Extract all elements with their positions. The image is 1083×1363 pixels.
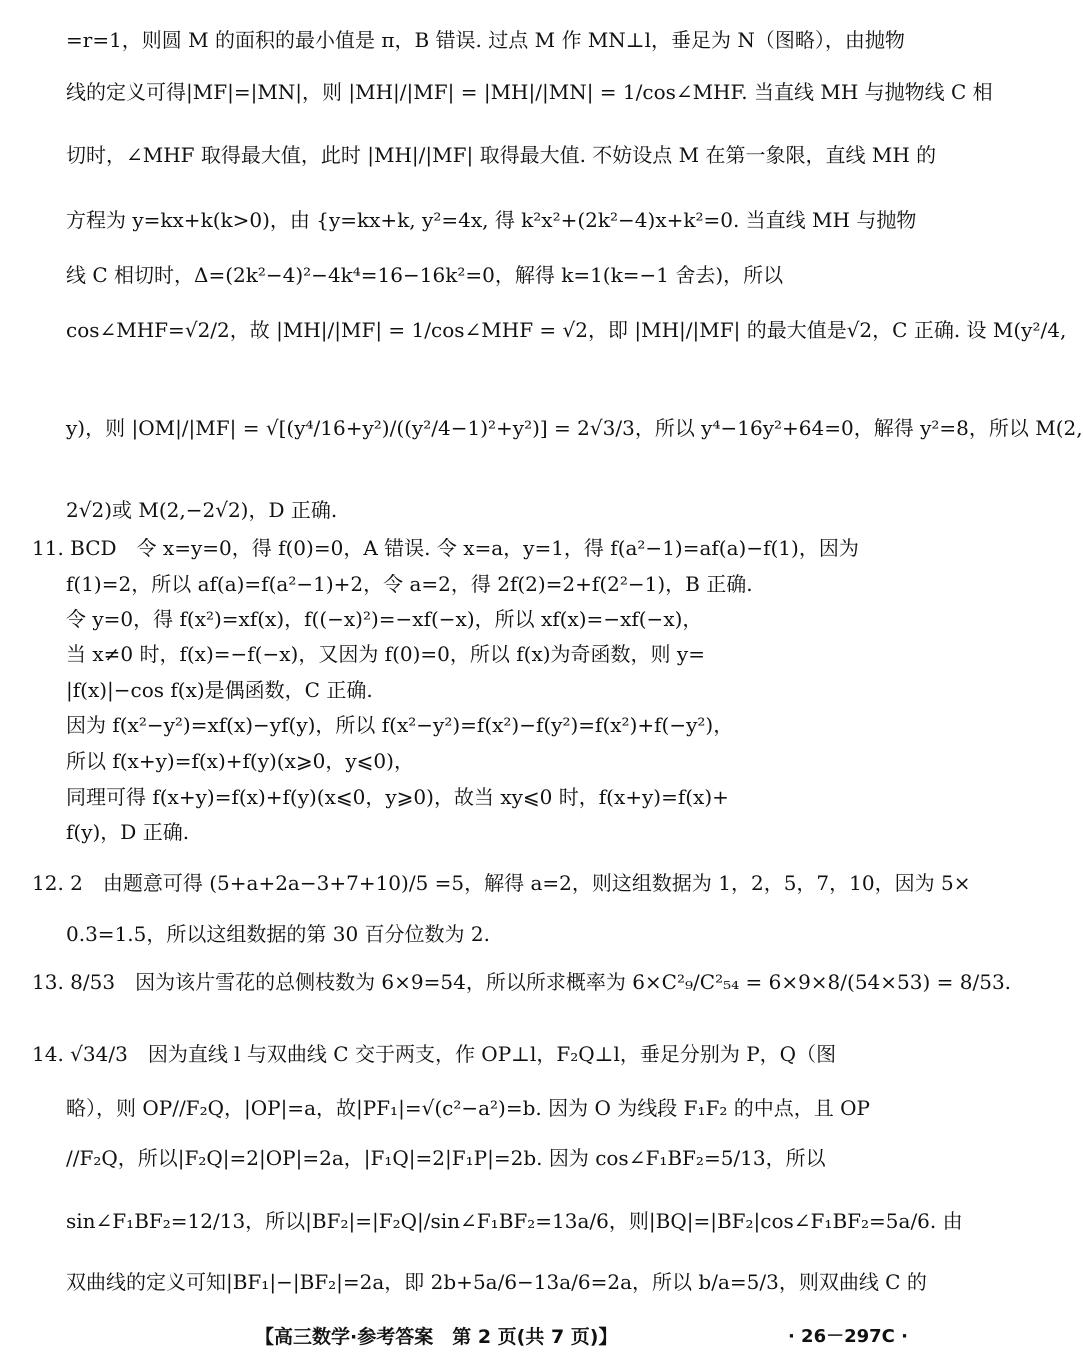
text-line: =r=1，则圆 M 的面积的最小值是 π，B 错误. 过点 M 作 MN⊥l，垂足为 N（图略），由抛物: [66, 28, 905, 52]
answer-13-line: 13. 8/53 因为该片雪花的总侧枝数为 6×9=54，所以所求概率为 6×C²₉/C²₅₄ = 6×9×8/(54×53) = 8/53.: [32, 970, 1012, 994]
text-line: 令 y=0，得 f(x²)=xf(x)，f((−x)²)=−xf(−x)，所以 xf(x)=−xf(−x)，: [66, 607, 703, 631]
text-line: 方程为 y=kx+k(k>0)，由 {y=kx+k, y²=4x, 得 k²x²+(2k²−4)x+k²=0. 当直线 MH 与抛物: [66, 208, 917, 232]
text-line: 线的定义可得|MF|=|MN|，则 |MH|/|MF| = |MH|/|MN| = 1/cos∠MHF. 当直线 MH 与抛物线 C 相: [66, 80, 993, 104]
text-line: 0.3=1.5，所以这组数据的第 30 百分位数为 2.: [66, 922, 490, 946]
text-line: 同理可得 f(x+y)=f(x)+f(y)(x⩽0，y⩾0)，故当 xy⩽0 时，f(x+y)=f(x)+: [66, 785, 729, 809]
page-footer-title: 【高三数学·参考答案 第 2 页(共 7 页)】: [255, 1326, 618, 1348]
text-line: 双曲线的定义可知|BF₁|−|BF₂|=2a，即 2b+5a/6−13a/6=2a，所以 b/a=5/3，则双曲线 C 的: [66, 1270, 927, 1294]
text-line: 所以 f(x+y)=f(x)+f(y)(x⩾0，y⩽0)，: [66, 749, 414, 773]
page-footer-code: · 26－297C ·: [787, 1326, 908, 1347]
text-line: //F₂Q，所以|F₂Q|=2|OP|=2a，|F₁Q|=2|F₁P|=2b. 因为 cos∠F₁BF₂=5/13，所以: [66, 1146, 826, 1170]
text-line: 2√2)或 M(2,−2√2)，D 正确.: [66, 498, 338, 522]
text-line: 切时，∠MHF 取得最大值，此时 |MH|/|MF| 取得最大值. 不妨设点 M 在第一象限，直线 MH 的: [66, 143, 937, 167]
text-line: y)，则 |OM|/|MF| = √[(y⁴/16+y²)/((y²/4−1)²+y²)] = 2√3/3，所以 y⁴−16y²+64=0，解得 y²=8，所以 M(2,: [66, 416, 1083, 440]
answer-14-line: 14. √34/3 因为直线 l 与双曲线 C 交于两支，作 OP⊥l，F₂Q⊥l，垂足分别为 P，Q（图: [32, 1042, 837, 1066]
text-line: 因为 f(x²−y²)=xf(x)−yf(y)，所以 f(x²−y²)=f(x²)−f(y²)=f(x²)+f(−y²)，: [66, 713, 734, 737]
text-line: 线 C 相切时，Δ=(2k²−4)²−4k⁴=16−16k²=0，解得 k=1(k=−1 舍去)，所以: [66, 263, 784, 287]
text-line: |f(x)|−cos f(x)是偶函数，C 正确.: [66, 678, 373, 702]
answer-11-line: 11. BCD 令 x=y=0，得 f(0)=0，A 错误. 令 x=a，y=1，得 f(a²−1)=af(a)−f(1)，因为: [32, 536, 859, 560]
text-line: f(y)，D 正确.: [66, 820, 190, 844]
text-line: cos∠MHF=√2/2，故 |MH|/|MF| = 1/cos∠MHF = √2，即 |MH|/|MF| 的最大值是√2，C 正确. 设 M(y²/4,: [66, 318, 1067, 342]
text-line: f(1)=2，所以 af(a)=f(a²−1)+2，令 a=2，得 2f(2)=2+f(2²−1)，B 正确.: [66, 572, 753, 596]
answer-12-line: 12. 2 由题意可得 (5+a+2a−3+7+10)/5 =5，解得 a=2，则这组数据为 1，2，5，7，10，因为 5×: [32, 871, 971, 895]
text-line: 当 x≠0 时，f(x)=−f(−x)，又因为 f(0)=0，所以 f(x)为奇函数，则 y=: [66, 642, 705, 666]
text-line: 略），则 OP//F₂Q，|OP|=a，故|PF₁|=√(c²−a²)=b. 因为 O 为线段 F₁F₂ 的中点，且 OP: [66, 1096, 870, 1120]
text-line: sin∠F₁BF₂=12/13，所以|BF₂|=|F₂Q|/sin∠F₁BF₂=13a/6，则|BQ|=|BF₂|cos∠F₁BF₂=5a/6. 由: [66, 1209, 963, 1233]
